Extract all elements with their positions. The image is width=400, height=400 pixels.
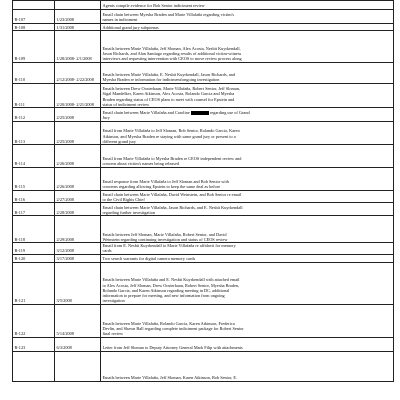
- description-line: Emails between Marie Villafaña, E. Nesbit Kuyrkendall, Jason Richards, and: [102, 72, 235, 78]
- description-line: final review: [102, 331, 124, 337]
- exhibit-id-cell: B-123: [13, 337, 55, 351]
- description-cell: [101, 351, 394, 381]
- description-line: Atkinson, and Myesha Braden re staying with same grand jury or present to a: [102, 133, 236, 139]
- description-cell: [101, 190, 394, 203]
- date-cell: 2/26/2008: [55, 145, 101, 168]
- exhibit-id-cell: B-121: [13, 262, 55, 304]
- date-cell: 1/31/2008: [55, 23, 101, 31]
- description-cell: [101, 216, 394, 243]
- exhibit-id-cell: B-108: [13, 23, 55, 31]
- description-cell: [101, 62, 394, 83]
- description-line: to Alex Acosta, Jeff Sloman, Drew Oosterbaan, Robert Senior, Myesha Braden,: [102, 282, 240, 288]
- exhibit-id-cell: B-113: [13, 121, 55, 145]
- date-cell: 5/14/2008: [55, 304, 101, 337]
- description-line: regarding further investigation: [102, 209, 156, 215]
- table-row: [13, 145, 394, 168]
- exhibit-id-cell: [13, 1, 55, 10]
- description-line: interviews and requesting intervention with CEOS to move review process along: [102, 56, 242, 62]
- description-cell: [101, 9, 394, 23]
- description-line: Emails between Marie Villafaña, Jeff Sloman, Alex Acosta, Nesbit Kuyrkendall,: [102, 45, 241, 51]
- description-cell: [101, 83, 394, 108]
- description-cell: [101, 121, 394, 145]
- description-line: Email chain between Marie Villafaña, David Weinstein, and Bob Senior re email: [102, 191, 242, 197]
- table-row: [13, 203, 394, 216]
- description-line: Emails between Marie Villafaña and E. Nesbit Kuyrkendall with attached email: [102, 277, 240, 283]
- description-line: Email from Marie Villafaña to Jeff Sloman, Bob Senior, Rolando Garcia, Karen: [102, 128, 240, 134]
- description-line: Agents compile evidence for Bob Senior indictment review: [102, 3, 205, 9]
- description-line: Email response from Marie Villafaña to Jeff Sloman and Bob Senior with: [102, 179, 229, 185]
- description-line: Additional grand jury subpoenas: [102, 24, 159, 30]
- table-row: [13, 243, 394, 255]
- description-line: cards: [102, 248, 112, 254]
- date-cell: 2/20/2008- 2/21/2008: [55, 83, 101, 108]
- date-cell: 3/5/2008: [55, 262, 101, 304]
- description-cell: [101, 145, 394, 168]
- description-line: concerns regarding allowing Epstein to keep the same deal as before: [102, 184, 221, 190]
- table-row: [13, 108, 394, 122]
- date-cell: 3/17/2008: [55, 254, 101, 262]
- table-row: [13, 1, 394, 10]
- exhibit-id-cell: B-114: [13, 145, 55, 168]
- date-cell: 3/12/2008: [55, 243, 101, 255]
- table-row: [13, 9, 394, 23]
- description-line: Sigal Mandelker, Karen Atkinson, Alex Acosta, Rolando Garcia and Myesha: [102, 91, 235, 97]
- description-line: status of indictment review: [102, 101, 150, 107]
- table-row: [13, 121, 394, 145]
- description-line: Emails between Marie Villafaña, Jeff Sloman, Karen Atkinson, Bob Senior, E.: [102, 375, 238, 381]
- table-row: [13, 262, 394, 304]
- table-row: [13, 23, 394, 31]
- table-row: [13, 254, 394, 262]
- exhibit-id-cell: [13, 351, 55, 381]
- date-cell: 2/27/2008: [55, 190, 101, 203]
- exhibit-id-cell: B-111: [13, 83, 55, 108]
- date-cell: [55, 1, 101, 10]
- description-line: investigation: [102, 298, 125, 304]
- table-row: [13, 337, 394, 351]
- exhibit-id-cell: B-116: [13, 190, 55, 203]
- exhibit-id-cell: B-110: [13, 62, 55, 83]
- description-line: Emails between Marie Villafaña, Rolando Garcia, Karen Atkinson, Frederica: [102, 320, 235, 326]
- table-row: [13, 31, 394, 63]
- date-cell: 2/26/2008: [55, 167, 101, 190]
- description-line: different grand jury: [102, 138, 137, 144]
- description-line: concern about victim's names being released: [102, 161, 180, 167]
- redaction-bar: [191, 111, 209, 115]
- exhibit-id-cell: B-112: [13, 108, 55, 122]
- description-line: Email chain between Marie Villafaña and Caroline regarding use of Grand: [102, 110, 250, 116]
- date-cell: 2/12/2008- 2/22/2008: [55, 62, 101, 83]
- table-row: [13, 304, 394, 337]
- date-cell: 2/28/2008: [55, 203, 101, 216]
- description-line: Email from E. Nesbit Kuyrkendall to Marie Villafaña re affidavit for memory: [102, 243, 236, 249]
- table-row: [13, 83, 394, 108]
- table-row: [13, 216, 394, 243]
- description-line: names in indictment: [102, 17, 138, 23]
- table-row: [13, 167, 394, 190]
- description-cell: [101, 254, 394, 262]
- description-line: Emails between Drew Oosterbaan, Marie Villafaña, Robert Senior, Jeff Sloman,: [102, 86, 240, 92]
- description-cell: [101, 243, 394, 255]
- exhibit-id-cell: B-119: [13, 243, 55, 255]
- description-line: Braden regarding status of CEOS plans to meet with counsel for Epstein and: [102, 96, 235, 102]
- description-cell: [101, 167, 394, 190]
- date-cell: [55, 351, 101, 381]
- description-line: Email chain between Marie Villafaña, Jason Richards, and E. Nesbit Kuyrkendall: [102, 204, 243, 210]
- description-cell: [101, 23, 394, 31]
- privilege-log-table: [12, 0, 394, 382]
- exhibit-id-cell: B-122: [13, 304, 55, 337]
- description-line: Two search warrants for digital camera memory cards: [102, 256, 196, 262]
- table-row: [13, 190, 394, 203]
- date-cell: 1/28/2008- 2/1/2008: [55, 31, 101, 63]
- date-cell: 2/25/2008: [55, 121, 101, 145]
- exhibit-id-cell: B-115: [13, 167, 55, 190]
- description-line: Email chain between Myesha Braden and Marie Villafaña regarding victim's: [102, 12, 235, 18]
- description-line: Weinstein regarding continuing investigation and status of CEOS review: [102, 236, 228, 242]
- description-cell: [101, 31, 394, 63]
- description-line: Jason Richards, and Alan Santiago regarding results of additional victim-witness: [102, 51, 242, 57]
- description-cell: [101, 108, 394, 122]
- description-line: Jury: [102, 115, 110, 121]
- exhibit-id-cell: B-120: [13, 254, 55, 262]
- description-cell: [101, 337, 394, 351]
- description-line: Email from Marie Villafaña to Myesha Braden re CEOS independent review and: [102, 156, 242, 162]
- description-line: Emails between Jeff Sloman, Marie Villafaña, Robert Senior, and David: [102, 231, 227, 237]
- date-cell: 2/29/2008: [55, 216, 101, 243]
- description-line: to the Civil Rights Chief: [102, 196, 145, 202]
- description-cell: [101, 304, 394, 337]
- description-cell: [101, 203, 394, 216]
- table-row: [13, 351, 394, 381]
- description-line: Rolando Garcia, and Karen Atkinson regarding meeting in DC, additional: [102, 287, 230, 293]
- description-line: Devlin, and Shawn Ball regarding complete indictment package for Robert Senior: [102, 326, 244, 332]
- description-line: Letter from Jeff Sloman to Deputy Attorney General Mark Filip with attachments: [102, 345, 243, 351]
- exhibit-id-cell: B-109: [13, 31, 55, 63]
- exhibit-id-cell: B-107: [13, 9, 55, 23]
- table-row: [13, 62, 394, 83]
- description-line: information to prepare for meeting, and new information from ongoing: [102, 293, 225, 299]
- log-table-body: [13, 1, 394, 382]
- date-cell: 2/25/2008: [55, 108, 101, 122]
- description-cell: [101, 1, 394, 10]
- date-cell: 6/3/2008: [55, 337, 101, 351]
- date-cell: 1/23/2008: [55, 9, 101, 23]
- description-line: Myesha Braden re information for indictment/ongoing investigation: [102, 77, 220, 83]
- exhibit-id-cell: B-118: [13, 216, 55, 243]
- description-cell: [101, 262, 394, 304]
- exhibit-id-cell: B-117: [13, 203, 55, 216]
